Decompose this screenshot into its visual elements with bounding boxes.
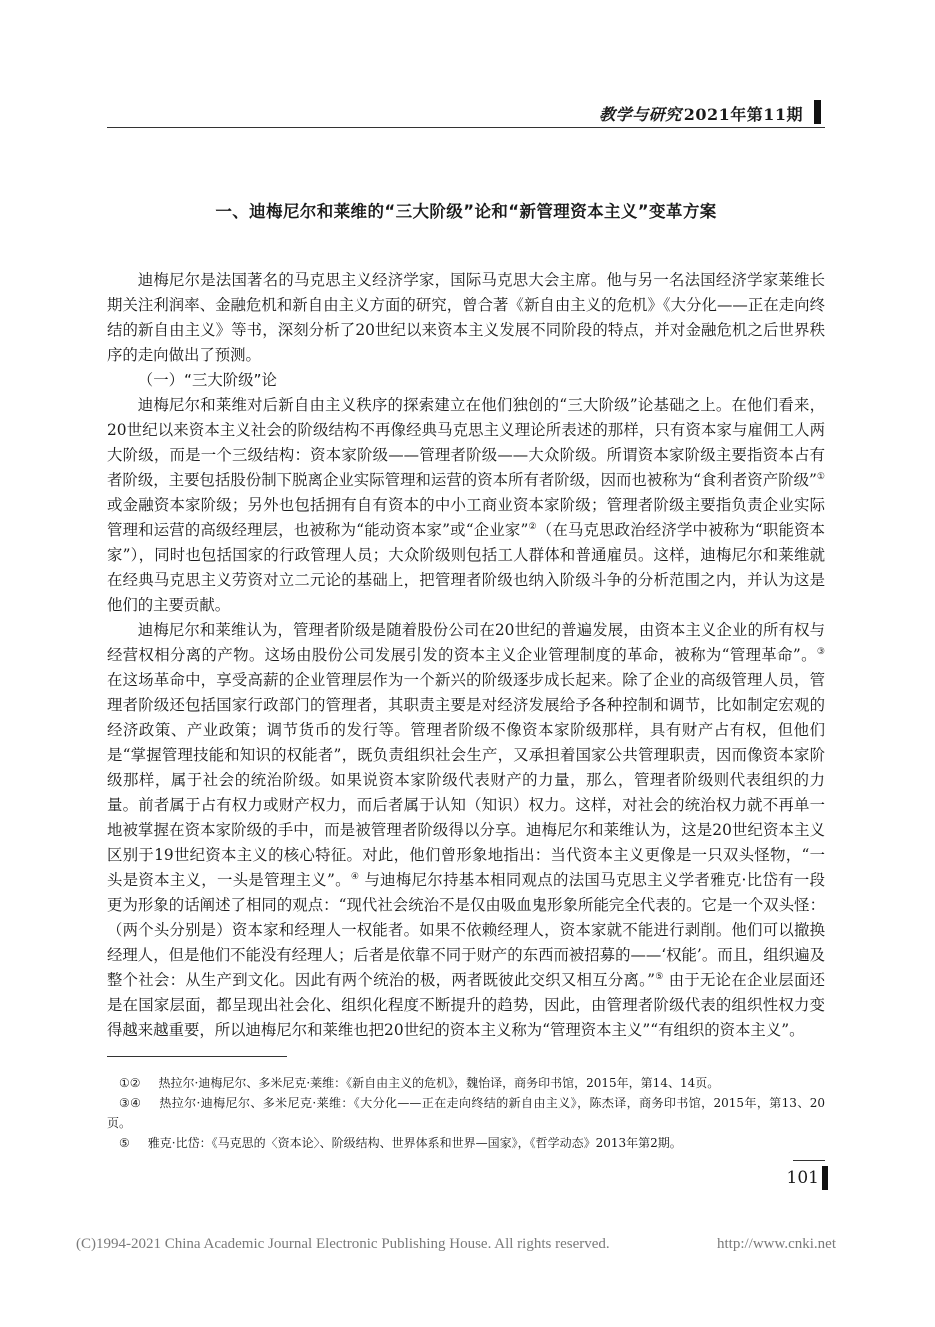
text-segment: 迪梅尼尔和莱维认为，管理者阶级是随着股份公司在20世纪的普遍发展，由资本主义企业的所有权与经营权相分离的产物。这场由股份公司发展引发的资本主义企业管理制度的革命，被称为“管理革命”。 <box>107 621 825 664</box>
text-segment: （在马克思政治经济学中被称为“职能资本家”），同时也包括国家的行政管理人员；大众阶级则包括工人群体和普通雇员。这样，迪梅尼尔和莱维就在经典马克思主义劳资对立二元论的基础上，把管理者阶级也纳入阶级斗争的分析范围之内，并认为这是他们的主要贡献。 <box>107 521 825 614</box>
paragraph-intro: 迪梅尼尔是法国著名的马克思主义经济学家，国际马克思大会主席。他与另一名法国经济学家莱维长期关注利润率、金融危机和新自由主义方面的研究，曾合著《新自由主义的危机》《大分化——正在走向终结的新自由主义》等书，深刻分析了20世纪以来资本主义发展不同阶段的特点，并对金融危机之后世界秩序的走向做出了预测。 <box>107 271 825 364</box>
copyright-footer <box>76 1236 836 1253</box>
paragraph-three-classes <box>107 393 825 618</box>
page-number-rule <box>793 1160 825 1161</box>
footnote-rule <box>107 1056 287 1057</box>
footnote-text: 热拉尔·迪梅尼尔、多米尼克·莱维：《新自由主义的危机》，魏怡译，商务印书馆，2015年，第14、14页。 <box>158 1076 720 1090</box>
cnki-link[interactable]: http://www.cnki.net <box>716 1236 836 1252</box>
footnote-mark: ①② <box>119 1076 141 1090</box>
article-body <box>107 268 825 1043</box>
footnote-text: 雅克·比岱：《马克思的〈资本论〉、阶级结构、世界体系和世界—国家》，《哲学动态》2013年第2期。 <box>147 1136 682 1150</box>
page-number-text: 101 <box>786 1168 819 1188</box>
footnote-1 <box>107 1073 825 1093</box>
subheading-three-classes: （一）“三大阶级”论 <box>137 371 277 389</box>
header-bar-decoration <box>814 100 821 124</box>
page-number-bar <box>822 1166 828 1190</box>
footnote-2 <box>107 1093 825 1133</box>
footnote-ref-3[interactable]: ③ <box>816 646 825 657</box>
footnote-mark: ⑤ <box>119 1136 130 1150</box>
running-header <box>107 100 825 126</box>
header-text <box>599 102 803 125</box>
footnote-ref-2[interactable]: ② <box>528 521 537 532</box>
footnote-ref-4[interactable]: ④ <box>350 871 360 882</box>
footnote-3 <box>107 1133 825 1153</box>
text-segment: 由于无论在企业层面还是在国家层面，都呈现出社会化、组织化程度不断提升的趋势，因此，由管理者阶级代表的组织性权力变得越来越重要，所以迪梅尼尔和莱维也把20世纪的资本主义称为“管理资本主义”“有组织的资本主义”。 <box>107 971 825 1039</box>
paragraph-managerial-class <box>107 618 825 1043</box>
footnote-ref-5[interactable]: ⑤ <box>654 971 664 982</box>
text-segment: 或金融资本家阶级；另外也包括拥有自有资本的中小工商业资本家阶级；管理者阶级主要指负责企业实际管理和运营的高级经理层，也被称为“能动资本家”或“企业家” <box>107 496 825 539</box>
text-segment: 迪梅尼尔和莱维对后新自由主义秩序的探索建立在他们独创的“三大阶级”论基础之上。在他们看来，20世纪以来资本主义社会的阶级结构不再像经典马克思主义理论所表述的那样，只有资本家与雇佣工人两大阶级，而是一个三级结构：资本家阶级——管理者阶级——大众阶级。所谓资本家阶级主要指资本占有者阶级，主要包括股份制下脱离企业实际管理和运营的资本所有者阶级，因而也被称为“食利者资产阶级” <box>107 396 825 489</box>
issue-label: 2021年第11期 <box>683 105 803 124</box>
footnote-mark: ③④ <box>119 1096 142 1110</box>
footnote-ref-1[interactable]: ① <box>816 471 825 482</box>
journal-name: 教学与研究 <box>599 105 682 124</box>
header-rule <box>107 127 825 128</box>
section-title: 一、迪梅尼尔和莱维的“三大阶级”论和“新管理资本主义”变革方案 <box>215 202 717 221</box>
text-segment: 在这场革命中，享受高薪的企业管理层作为一个新兴的阶级逐步成长起来。除了企业的高级管理人员，管理者阶级还包括国家行政部门的管理者，其职责主要是对经济发展给予各种控制和调节，比如制定宏观的经济政策、产业政策；调节货币的发行等。管理者阶级不像资本家阶级那样，具有财产占有权，但他们是“掌握管理技能和知识的权能者”，既负责组织社会生产，又承担着国家公共管理职责，因而像资本家阶级那样，属于社会的统治阶级。如果说资本家阶级代表财产的力量，那么，管理者阶级则代表组织的力量。前者属于占有权力或财产权力，而后者属于认知（知识）权力。这样，对社会的统治权力就不再单一地被掌握在资本家阶级的手中，而是被管理者阶级得以分享。迪梅尼尔和莱维认为，这是20世纪资本主义区别于19世纪资本主义的核心特征。对此，他们曾形象地指出：当代资本主义更像是一只双头怪物，“一头是资本主义，一头是管理主义”。 <box>107 671 825 889</box>
footnote-text: 热拉尔·迪梅尼尔、多米尼克·莱维：《大分化——正在走向终结的新自由主义》，陈杰译，商务印书馆，2015年，第13、20页。 <box>107 1096 825 1130</box>
footnotes <box>107 1073 825 1153</box>
page-number <box>787 1166 828 1190</box>
text-segment: 与迪梅尼尔持基本相同观点的法国马克思主义学者雅克·比岱有一段更为形象的话阐述了相同的观点：“现代社会统治不是仅由吸血鬼形象所能完全代表的。它是一个双头怪：（两个头分别是）资本家和经理人一权能者。如果不依赖经理人，资本家就不能进行剥削。他们可以撤换经理人，但是他们不能没有经理人；后者是依靠不同于财产的东西而被招募的——‘权能’。而且，组织遍及整个社会：从生产到文化。因此有两个统治的极，两者既彼此交织又相互分离。” <box>107 871 825 989</box>
copyright-text: (C)1994-2021 China Academic Journal Electronic Publishing House. All rights reserved. <box>76 1236 610 1252</box>
